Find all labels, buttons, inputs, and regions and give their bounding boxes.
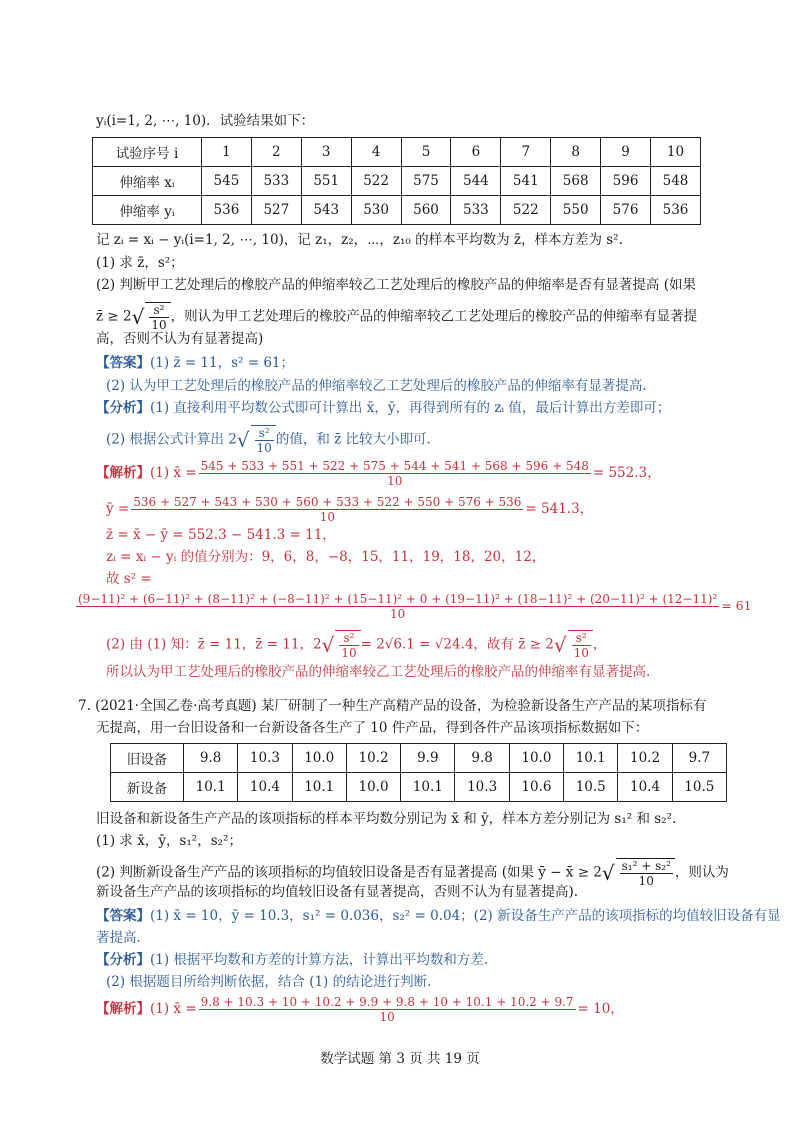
q6-sol-s-post: = 61 bbox=[721, 598, 752, 613]
q7-statement-3: 旧设备和新设备生产产品的该项指标的样本平均数分别记为 x̄ 和 ȳ，样本方差分别记为 s₁² 和 s₂². bbox=[96, 811, 677, 827]
sqrt-icon: √ bbox=[236, 428, 250, 452]
table-cell: 536 bbox=[202, 196, 252, 225]
sqrt-icon: √ bbox=[553, 633, 567, 657]
q7-answer bbox=[96, 907, 781, 925]
q6-sol-s-den: 10 bbox=[389, 607, 406, 621]
q6-sol2-num2: s² bbox=[572, 631, 591, 646]
table-cell: 10.1 bbox=[401, 773, 455, 802]
answer-tag: 【答案】 bbox=[96, 908, 150, 924]
table-cell: 10.3 bbox=[455, 773, 509, 802]
table-cell: 10.4 bbox=[238, 773, 292, 802]
q7-analysis-1: (1) 根据平均数和方差的计算方法，计算出平均数和方差. bbox=[150, 952, 489, 968]
q6-analysis-2 bbox=[106, 425, 431, 455]
table-cell: 5 bbox=[401, 138, 451, 167]
table-cell: 10.1 bbox=[292, 773, 346, 802]
solution-tag: 【解析】 bbox=[96, 1001, 150, 1017]
table-cell: 530 bbox=[351, 196, 401, 225]
table-cell: 10.2 bbox=[618, 744, 672, 773]
q6-solution-zi: zᵢ = xᵢ − yᵢ 的值分别为：9，6，8，−8，15，11，19，18，20，12， bbox=[106, 549, 546, 565]
q6-ana-den: 10 bbox=[256, 441, 272, 455]
table-cell: 10.0 bbox=[346, 773, 400, 802]
q7-part2-post: ，则认为 bbox=[674, 864, 729, 881]
sqrt-icon: √ bbox=[131, 305, 145, 329]
q6-analysis-2-post: 的值，和 z̄ 比较大小即可. bbox=[275, 431, 431, 448]
table-cell: 550 bbox=[551, 196, 601, 225]
q6-sol2-den2: 10 bbox=[573, 646, 589, 660]
table-cell: 536 bbox=[651, 196, 701, 225]
q6-sol-y-pre: ȳ = bbox=[106, 501, 130, 517]
q6-sol-y-post: = 541.3， bbox=[525, 501, 594, 517]
q6-sol2-post: ， bbox=[592, 636, 607, 653]
q7-analysis-2: (2) 根据题目所给判断依据，结合 (1) 的结论进行判断. bbox=[106, 974, 432, 990]
answer-tag: 【答案】 bbox=[96, 355, 150, 371]
table-cell: 541 bbox=[501, 167, 551, 196]
device-table bbox=[110, 743, 727, 802]
table-cell: 533 bbox=[451, 196, 501, 225]
row-header-cell: 试验序号 i bbox=[93, 138, 202, 167]
q6-part2-line1: (2) 判断甲工艺处理后的橡胶产品的伸缩率较乙工艺处理后的橡胶产品的伸缩率是否有显著提高 (如果 bbox=[96, 277, 696, 293]
table-cell: 533 bbox=[251, 167, 301, 196]
table-cell: 544 bbox=[451, 167, 501, 196]
table-cell: 10 bbox=[651, 138, 701, 167]
q6-analysis-1: (1) 直接利用平均数公式即可计算出 x̄，ȳ，再得到所有的 zᵢ 值，最后计算出方差即可； bbox=[150, 400, 671, 416]
q6-cond-den: 10 bbox=[151, 318, 167, 332]
table-cell: 9.9 bbox=[401, 744, 455, 773]
row-header-cell: 伸缩率 yᵢ bbox=[93, 196, 202, 225]
q7-statement-1: 7. (2021·全国乙卷·高考真题) 某厂研制了一种生产高精产品的设备，为检验新设备生产产品的某项指标有 bbox=[78, 698, 707, 714]
sqrt-icon: √ bbox=[321, 633, 335, 657]
table-cell: 10.4 bbox=[618, 773, 672, 802]
table-cell: 10.5 bbox=[564, 773, 618, 802]
table-row bbox=[93, 196, 701, 225]
q7-sol-pre: (1) x̄ = bbox=[150, 1001, 197, 1017]
row-header-cell: 新设备 bbox=[111, 773, 184, 802]
q6-solution-y bbox=[106, 495, 593, 524]
table-cell: 560 bbox=[401, 196, 451, 225]
table-cell: 522 bbox=[351, 167, 401, 196]
table-cell: 548 bbox=[651, 167, 701, 196]
q7-answer-1: (1) x̄ = 10，ȳ = 10.3，s₁² = 0.036，s₂² = 0.04；(2) 新设备生产产品的该项指标的均值较旧设备有显 bbox=[150, 908, 781, 924]
table-cell: 2 bbox=[251, 138, 301, 167]
q7-part1: (1) 求 x̄，ȳ，s₁²，s₂²； bbox=[96, 833, 242, 849]
table-cell: 596 bbox=[601, 167, 651, 196]
table-row bbox=[111, 773, 727, 802]
table-cell: 9.8 bbox=[184, 744, 238, 773]
q7-sol-den: 10 bbox=[379, 1010, 395, 1024]
analysis-tag: 【分析】 bbox=[96, 400, 150, 416]
q6-sol-x-den: 10 bbox=[387, 474, 403, 488]
sqrt-icon: √ bbox=[601, 861, 615, 885]
q6-sol-x-pre: (1) x̄ = bbox=[150, 465, 197, 481]
intro-line: yᵢ(i=1, 2, ⋯, 10)．试验结果如下： bbox=[96, 113, 315, 129]
q7-answer-2: 著提高. bbox=[96, 930, 141, 946]
table-cell: 575 bbox=[401, 167, 451, 196]
table-cell: 6 bbox=[451, 138, 501, 167]
table-cell: 8 bbox=[551, 138, 601, 167]
row-header-cell: 伸缩率 xᵢ bbox=[93, 167, 202, 196]
q6-solution-s-pre: 故 s² = bbox=[106, 571, 152, 587]
q6-sol2-num: s² bbox=[339, 631, 358, 646]
q6-condition-lhs: z̄ ≥ 2 bbox=[96, 308, 132, 325]
q6-sol2-mid: = 2√6.1 = √24.4，故有 z̄ ≥ 2 bbox=[360, 636, 554, 653]
table-row bbox=[93, 167, 701, 196]
q6-conclusion: 所以认为甲工艺处理后的橡胶产品的伸缩率较乙工艺处理后的橡胶产品的伸缩率有显著提高. bbox=[106, 664, 651, 680]
q6-solution-2 bbox=[106, 630, 606, 660]
q7-sol-post: = 10， bbox=[577, 1001, 624, 1017]
table-row bbox=[93, 138, 701, 167]
q6-cond-num: s² bbox=[149, 303, 168, 318]
q6-part2-line3: 高，否则不认为有显著提高) bbox=[96, 331, 264, 347]
analysis-tag: 【分析】 bbox=[96, 952, 150, 968]
q6-part2-line2 bbox=[96, 302, 697, 332]
table-cell: 522 bbox=[501, 196, 551, 225]
table-cell: 543 bbox=[301, 196, 351, 225]
table-cell: 568 bbox=[551, 167, 601, 196]
q6-part1: (1) 求 z̄，s²； bbox=[96, 255, 184, 271]
q7-sol-num: 9.8 + 10.3 + 10 + 10.2 + 9.9 + 9.8 + 10 + 10.1 + 10.2 + 9.7 bbox=[200, 995, 574, 1009]
q7-part2-pre: (2) 判断新设备生产产品的该项指标的均值较旧设备是否有显著提高 (如果 ȳ − x̄ ≥ 2 bbox=[96, 864, 602, 881]
q7-solution bbox=[96, 995, 624, 1024]
q6-sol-y-num: 536 + 527 + 543 + 530 + 560 + 533 + 522 + 550 + 576 + 536 bbox=[133, 495, 522, 509]
q6-ana-num: s² bbox=[255, 426, 274, 441]
table-cell: 9.8 bbox=[455, 744, 509, 773]
table-cell: 10.1 bbox=[564, 744, 618, 773]
table-cell: 551 bbox=[301, 167, 351, 196]
q6-analysis bbox=[96, 399, 670, 417]
table-cell: 9.7 bbox=[672, 744, 726, 773]
table-cell: 10.5 bbox=[672, 773, 726, 802]
q7-analysis bbox=[96, 951, 488, 969]
table-cell: 10.1 bbox=[184, 773, 238, 802]
q7-part2-line2: 新设备生产产品的该项指标的均值较旧设备有显著提高，否则不认为有显著提高). bbox=[96, 884, 579, 900]
table-cell: 10.2 bbox=[346, 744, 400, 773]
solution-tag: 【解析】 bbox=[96, 465, 150, 481]
q6-sol-x-num: 545 + 533 + 551 + 522 + 575 + 544 + 541 + 568 + 596 + 548 bbox=[200, 459, 589, 473]
table-cell: 10.6 bbox=[509, 773, 563, 802]
page-footer: 数学试题 第 3 页 共 19 页 bbox=[320, 1051, 480, 1067]
q6-statement: 记 zᵢ = xᵢ − yᵢ(i=1, 2, ⋯, 10)，记 z₁，z₂，⋯，z₁₀ 的样本平均数为 z̄，样本方差为 s². bbox=[96, 232, 623, 248]
q7-statement-2: 无提高，用一台旧设备和一台新设备各生产了 10 件产品，得到各件产品该项指标数据如下： bbox=[96, 720, 649, 736]
q6-sol2-pre: (2) 由 (1) 知：z̄ = 11，z̄ = 11，2 bbox=[106, 636, 322, 653]
table-cell: 545 bbox=[202, 167, 252, 196]
table-cell: 576 bbox=[601, 196, 651, 225]
table-cell: 1 bbox=[202, 138, 252, 167]
table-cell: 527 bbox=[251, 196, 301, 225]
q6-answer bbox=[96, 354, 294, 372]
q6-answer-2: (2) 认为甲工艺处理后的橡胶产品的伸缩率较乙工艺处理后的橡胶产品的伸缩率有显著提高. bbox=[106, 378, 647, 394]
table-cell: 9 bbox=[601, 138, 651, 167]
table-row bbox=[111, 744, 727, 773]
table-cell: 7 bbox=[501, 138, 551, 167]
stretch-rate-table bbox=[92, 137, 701, 225]
q6-sol-x-post: = 552.3， bbox=[592, 465, 661, 481]
q6-solution-x bbox=[96, 459, 661, 488]
q6-solution-z: z̄ = x̄ − ȳ = 552.3 − 541.3 = 11， bbox=[106, 527, 336, 543]
q6-sol-y-den: 10 bbox=[319, 510, 335, 524]
table-cell: 4 bbox=[351, 138, 401, 167]
q6-solution-s bbox=[74, 592, 752, 621]
q6-answer-1: (1) z̄ = 11，s² = 61； bbox=[150, 355, 295, 371]
q6-analysis-2-pre: (2) 根据公式计算出 2 bbox=[106, 431, 237, 448]
table-cell: 10.3 bbox=[238, 744, 292, 773]
table-cell: 10.0 bbox=[292, 744, 346, 773]
table-cell: 3 bbox=[301, 138, 351, 167]
row-header-cell: 旧设备 bbox=[111, 744, 184, 773]
q6-sol2-den: 10 bbox=[341, 646, 357, 660]
q6-condition-rhs: ，则认为甲工艺处理后的橡胶产品的伸缩率较乙工艺处理后的橡胶产品的伸缩率有显著提 bbox=[170, 308, 698, 325]
q7-part2-num: s₁² + s₂² bbox=[621, 859, 671, 873]
q7-part2-den: 10 bbox=[638, 874, 654, 888]
table-cell: 10.0 bbox=[509, 744, 563, 773]
q6-sol-s-num: (9−11)² + (6−11)² + (8−11)² + (−8−11)² + (15−11)² + 0 + (19−11)² + (18−11)² + (20−11)² + (12−11)² bbox=[78, 592, 718, 606]
